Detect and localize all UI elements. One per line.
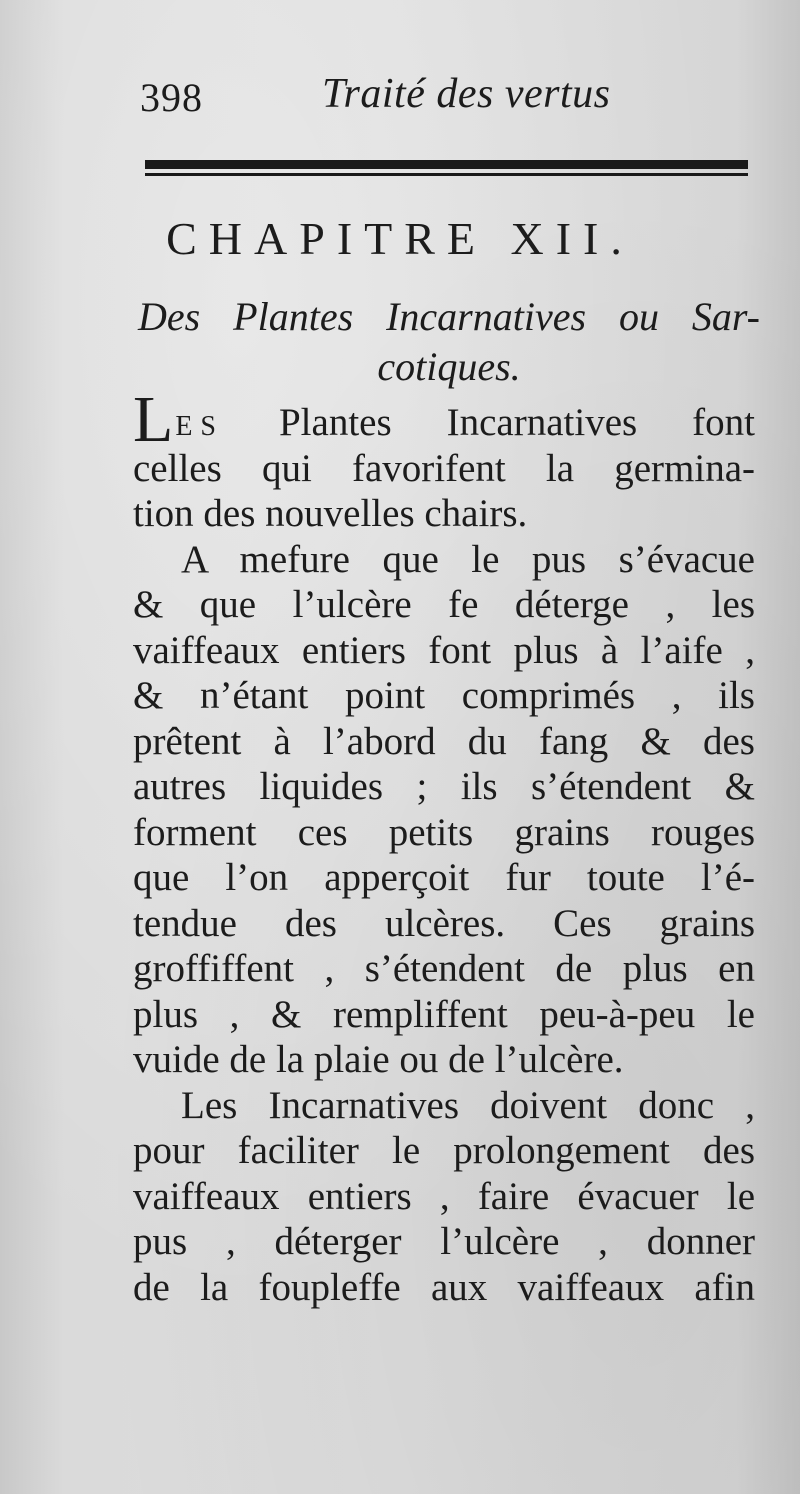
text-line: groffiffent , s’étendent de plus en <box>133 947 755 990</box>
running-title: Traité des vertus <box>322 71 611 117</box>
text-line <box>133 383 755 456</box>
text-line: tendue des ulcères. Ces grains <box>133 901 755 945</box>
text-line: forment ces petits grains rouges <box>133 810 755 854</box>
text-line: & n’étant point comprimés , ils <box>133 674 755 717</box>
text-line: Les Incarnatives doivent donc , <box>181 1083 755 1127</box>
text-line: vuide de la plaie ou de l’ulcère. <box>133 1038 624 1081</box>
text-line: autres liquides ; ils s’étendent & <box>133 765 755 808</box>
header-rule <box>145 160 748 180</box>
text-line: vaiffeaux entiers , faire évacuer le <box>133 1174 755 1218</box>
thin-rule-line <box>145 173 748 176</box>
text-line: vaiffeaux entiers font plus à l’aife , <box>133 628 755 672</box>
page-header <box>140 66 750 126</box>
text-line: tion des nouvelles chairs. <box>133 492 528 535</box>
text-line-content: Plantes Incarnatives font <box>224 401 755 444</box>
text-line: & que l’ulcère fe déterge , les <box>133 583 755 626</box>
text-line: de la foupleffe aux vaiffeaux afin <box>133 1265 755 1309</box>
text-line: A mefure que le pus s’évacue <box>181 537 755 581</box>
chapter-title: CHAPITRE XII. <box>166 213 634 264</box>
text-line: pus , déterger l’ulcère , donner <box>133 1220 755 1263</box>
text-line: prêtent à l’abord du fang & des <box>133 719 755 763</box>
page-number: 398 <box>140 75 203 120</box>
text-line: que l’on apperçoit fur toute l’é- <box>133 856 755 899</box>
drop-cap: L <box>133 383 174 456</box>
drop-cap-small-caps: ES <box>175 411 225 442</box>
thick-rule-line <box>145 160 748 169</box>
chapter-subtitle <box>138 292 760 392</box>
text-line: celles qui favorifent la germina- <box>133 446 755 490</box>
body-text <box>133 383 755 1310</box>
subtitle-line: Des Plantes Incarnatives ou Sar- <box>138 294 760 339</box>
subtitle-line: cotiques. <box>377 344 521 389</box>
text-line: pour faciliter le prolongement des <box>133 1129 755 1172</box>
text-line: plus , & rempliffent peu-à-peu le <box>133 992 755 1036</box>
